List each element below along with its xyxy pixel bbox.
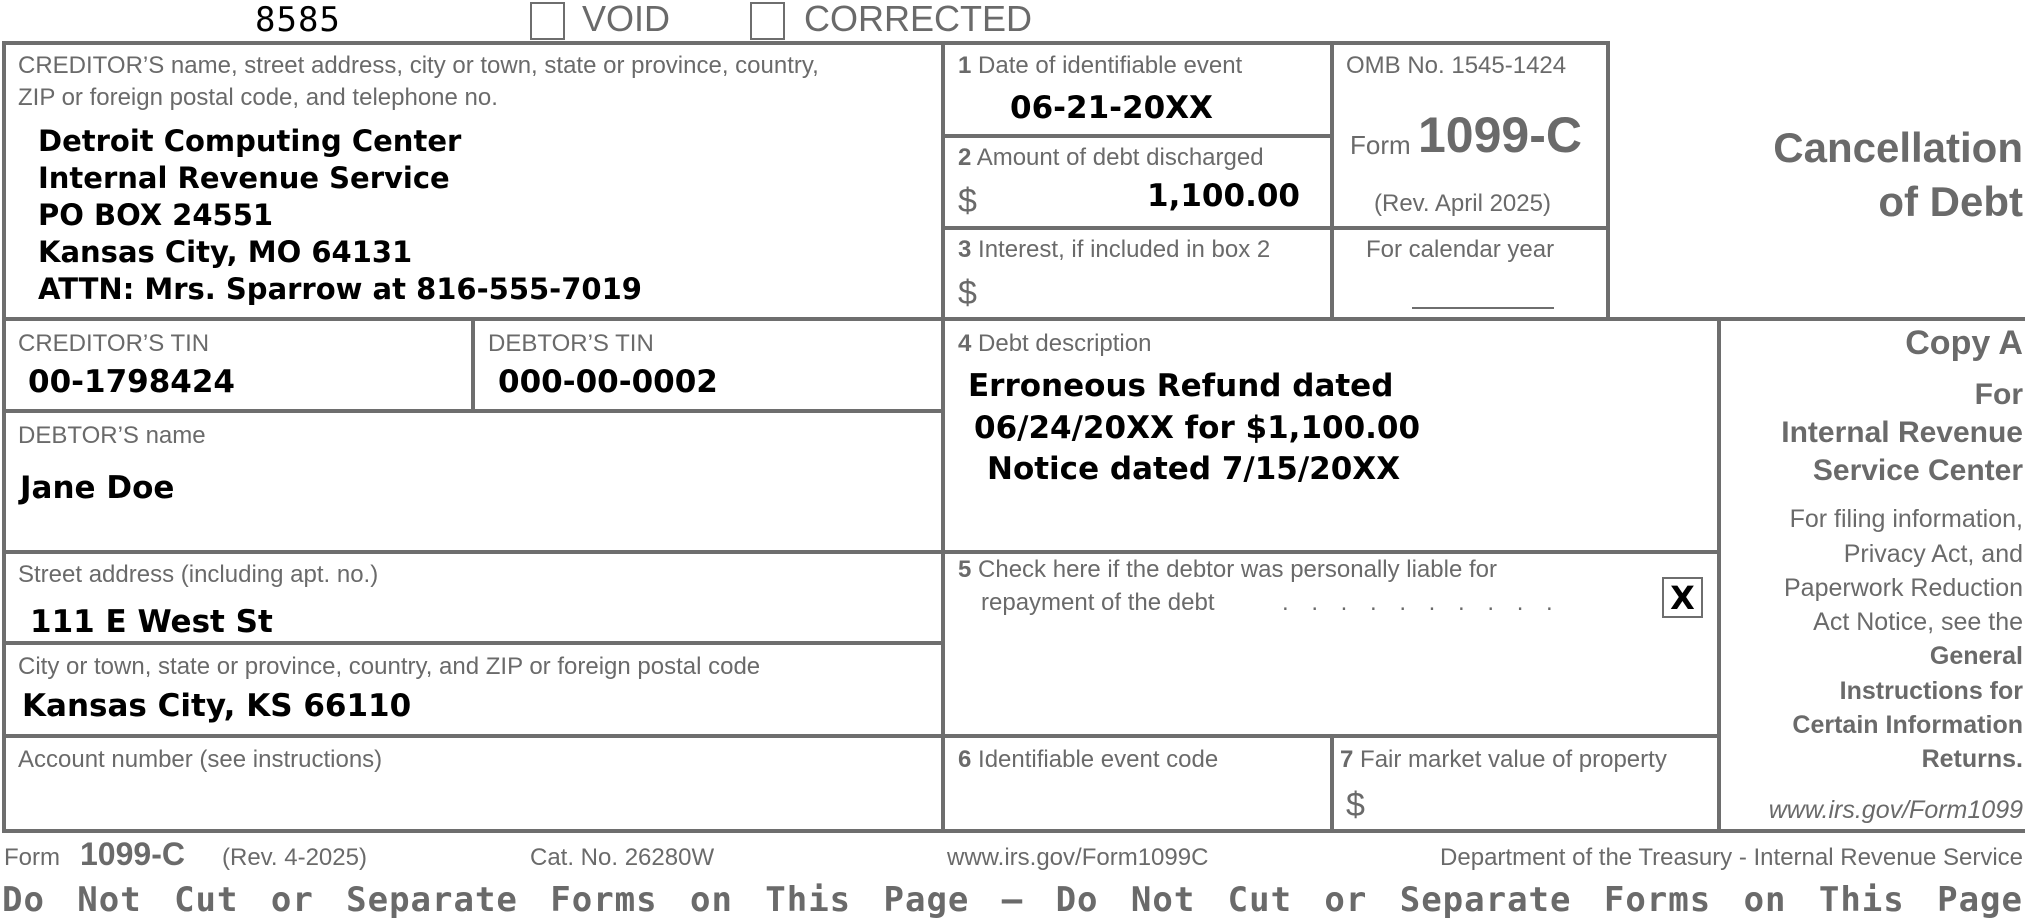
form-code: 8585 (255, 0, 341, 40)
col-box6-box7 (1330, 736, 1334, 831)
footer-cat-no: Cat. No. 26280W (530, 844, 715, 871)
box1-value: 06-21-20XX (1010, 90, 1213, 126)
omb-form-number: 1099-C (1418, 107, 1582, 163)
street-value: 111 E West St (30, 604, 273, 640)
col-divider-main (941, 41, 945, 831)
box5-label-2: repayment of the debt (981, 589, 1215, 616)
row-name-street (2, 550, 1720, 554)
footer-form-word: Form (4, 844, 60, 871)
row-tin-name (2, 409, 943, 413)
creditor-label: CREDITOR’S name, street address, city or town, state or province, country, (18, 52, 819, 79)
copy-a-label: Copy A (1905, 324, 2023, 362)
creditor-line-2: Internal Revenue Service (38, 161, 450, 195)
col-divider-omb (1330, 41, 1334, 319)
copy-irs-1: Internal Revenue (1781, 416, 2023, 449)
box4-line-1: Erroneous Refund dated (968, 368, 1394, 404)
box4-line-2: 06/24/20XX for $1,100.00 (974, 410, 1421, 446)
creditor-line-4: Kansas City, MO 64131 (38, 235, 413, 269)
debtor-name-label: DEBTOR’S name (18, 422, 206, 449)
frame-bottom (2, 829, 2025, 833)
debtor-tin-label: DEBTOR’S TIN (488, 330, 654, 357)
box7-number: 7 (1340, 746, 1354, 773)
footer-form-number: 1099-C (80, 836, 185, 872)
row-box2-box3 (943, 226, 1610, 230)
box2-label (958, 144, 1264, 173)
row-city-account (2, 734, 1720, 738)
city-label: City or town, state or province, country, and ZIP or foreign postal code (18, 653, 761, 680)
box4-label-text: Debt description (978, 330, 1152, 357)
box6-label (958, 746, 1218, 775)
copy-info-4: Act Notice, see the (1813, 608, 2023, 636)
box1-label-text: Date of identifiable event (978, 52, 1243, 79)
box2-label-text: Amount of debt discharged (976, 144, 1264, 171)
col-copy-divider (1717, 319, 1721, 831)
box2-value: 1,100.00 (1147, 178, 1300, 214)
omb-rev: (Rev. April 2025) (1374, 190, 1551, 217)
calendar-year-line[interactable] (1412, 307, 1554, 309)
box3-number: 3 (958, 236, 972, 263)
frame-top-left (2, 41, 1610, 45)
copy-bold-2: Instructions for (1839, 677, 2023, 705)
form-title-line-2: of Debt (1878, 178, 2023, 225)
copy-info-3: Paperwork Reduction (1783, 574, 2023, 602)
row-box1-box2 (943, 134, 1332, 138)
box5-label-text: Check here if the debtor was personally liable for (978, 556, 1497, 583)
box2-dollar: $ (958, 182, 977, 220)
col-divider-omb-right (1606, 41, 1610, 319)
footer-rev: (Rev. 4-2025) (222, 844, 367, 871)
corrected-checkbox[interactable] (750, 2, 785, 40)
creditor-line-1: Detroit Computing Center (38, 124, 462, 158)
box4-number: 4 (958, 330, 972, 357)
box3-dollar: $ (958, 274, 977, 312)
footer-url[interactable]: www.irs.gov/Form1099C (947, 844, 1209, 871)
street-label: Street address (including apt. no.) (18, 561, 379, 588)
form-title-line-1: Cancellation (1773, 124, 2023, 171)
box7-dollar: $ (1346, 786, 1365, 824)
calendar-year-label: For calendar year (1366, 236, 1555, 263)
box6-number: 6 (958, 746, 972, 773)
box2-number: 2 (958, 144, 972, 171)
void-label: VOID (582, 0, 671, 39)
account-label: Account number (see instructions) (18, 746, 383, 773)
footer-department: Department of the Treasury - Internal Revenue Service (1440, 844, 2023, 871)
box5-checkbox[interactable] (1662, 577, 1703, 618)
copy-info-1: For filing information, (1789, 505, 2023, 533)
debtor-tin-value: 000-00-0002 (498, 364, 718, 400)
box4-label (958, 330, 1151, 359)
box7-label-text: Fair market value of property (1360, 746, 1667, 773)
box5-label (958, 556, 1497, 585)
copy-for: For (1974, 378, 2023, 411)
copy-bold-4: Returns. (1921, 745, 2023, 773)
box1-label (958, 52, 1242, 81)
city-value: Kansas City, KS 66110 (22, 688, 412, 724)
box7-label (1340, 746, 1667, 775)
creditor-line-5: ATTN: Mrs. Sparrow at 816-555-7019 (38, 272, 642, 306)
box1-number: 1 (958, 52, 972, 79)
creditor-label-2: ZIP or foreign postal code, and telephone no. (18, 84, 498, 111)
creditor-line-3: PO BOX 24551 (38, 198, 274, 232)
corrected-label: CORRECTED (804, 0, 1033, 39)
debtor-name-value: Jane Doe (20, 470, 175, 506)
copy-info-2: Privacy Act, and (1843, 540, 2023, 568)
frame-left (2, 41, 6, 832)
omb-number: OMB No. 1545-1424 (1346, 52, 1567, 79)
box5-number: 5 (958, 556, 972, 583)
copy-url[interactable]: www.irs.gov/Form1099 (1768, 796, 2023, 824)
copy-bold-3: Certain Information (1792, 711, 2023, 739)
row-street-city (2, 641, 943, 645)
footer-warning: Do Not Cut or Separate Forms on This Page — Do Not Cut or Separate Forms on This Page (2, 880, 2023, 920)
box3-label (958, 236, 1270, 265)
divider-mid (2, 317, 2025, 321)
box3-label-text: Interest, if included in box 2 (978, 236, 1271, 263)
box4-line-3: Notice dated 7/15/20XX (987, 451, 1401, 487)
void-checkbox[interactable] (530, 2, 565, 40)
box6-label-text: Identifiable event code (978, 746, 1219, 773)
copy-irs-2: Service Center (1812, 454, 2023, 487)
box5-check-mark: X (1670, 578, 1695, 617)
creditor-tin-value: 00-1798424 (28, 364, 235, 400)
copy-bold-1: General (1929, 642, 2023, 670)
omb-form-word: Form (1350, 130, 1411, 160)
creditor-tin-label: CREDITOR’S TIN (18, 330, 210, 357)
col-tin-divider (471, 319, 475, 412)
box5-leader-dots: . . . . . . . . . . (1282, 589, 1561, 616)
